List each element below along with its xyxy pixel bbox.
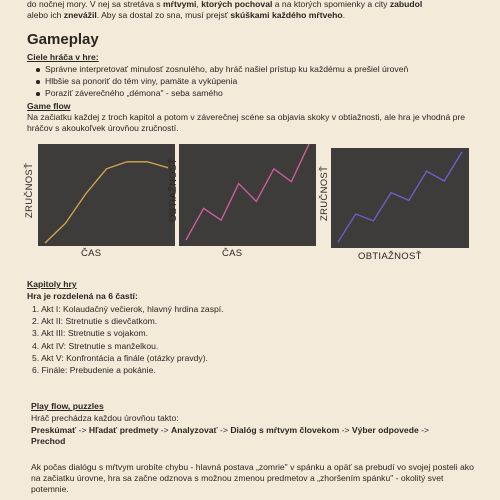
intro-paragraph: do nočnej mory. V nej sa stretáva s mŕtvymi, ktorých pochoval a na ktorých spomienky a city zabudol alebo ich znevážil. Aby sa dostal zo sna, musí prejsť skúškami každého mŕtveho. — [27, 0, 423, 20]
act-item: 1. Akt I: Kolaudačný večierok, hlavný hrdina zaspí. — [32, 304, 224, 314]
act-item: 5. Akt V: Konfrontácia a finále (otázky pravdy). — [32, 352, 208, 363]
section-title: Gameplay — [27, 31, 99, 48]
step: Výber odpovede — [351, 425, 419, 435]
play-flow-intro: Hráč prechádza každou úrovňou takto: — [31, 413, 179, 423]
play-flow-heading: Play flow, puzzles — [31, 401, 104, 411]
act-item: 2. Akt II: Stretnutie s dievčatkom. — [32, 316, 158, 327]
series-line — [186, 144, 309, 240]
x-axis-label: ČAS — [222, 248, 243, 259]
game-flow-heading: Game flow — [27, 101, 71, 111]
x-axis-label: ČAS — [81, 248, 102, 259]
chart-2-svg — [179, 144, 316, 246]
x-axis-label: OBTIAŽNOSŤ — [358, 251, 422, 262]
play-flow-steps: Preskúmať -> Hľadať predmety -> Analyzovať -> Dialóg s mŕtvym človekom -> Výber odpovede -> Prechod — [31, 425, 430, 446]
step: Dialóg s mŕtvym človekom — [230, 425, 340, 435]
parts-heading: Hra je rozdelená na 6 častí: — [27, 291, 138, 301]
play-flow-text: Ak počas dialógu s mŕtvym urobíte chybu - hlavná postava „zomrie" v spánku a opäť sa prebudí vo svojej posteli ako na začiatku úrovne, hra sa začne odznova s možnou zmenou predmetov a „zhoršením spánku" - okolitý svet potemnie. — [31, 462, 474, 494]
goals-heading: Ciele hráča v hre: — [27, 52, 99, 62]
chart-3-svg — [331, 148, 469, 248]
step: Preskúmať — [31, 425, 77, 435]
series-line — [338, 152, 462, 242]
act-item: 4. Akt IV: Stretnutie s manželkou. — [32, 340, 159, 351]
goal-item: Poraziť záverečného „démona" - seba samého — [39, 88, 408, 99]
series-line — [45, 162, 168, 243]
step: Analyzovať — [171, 425, 218, 435]
step: Hľadať predmety — [88, 425, 159, 435]
step: Prechod — [31, 436, 66, 446]
chapters-heading: Kapitoly hry — [27, 279, 77, 289]
y-axis-label: ZRUČNOSŤ — [24, 162, 35, 218]
goal-item: Hlbšie sa ponoriť do tém viny, pamäte a vykúpenia — [39, 76, 408, 87]
acts-list — [32, 304, 224, 377]
game-flow-text: Na začiatku každej z troch kapitol a potom v záverečnej scéne sa objavia skoky v obtiažnosti, ale hra je vhodná pre hráčov s akoukoľvek úrovňou zručností. — [27, 112, 466, 133]
goal-item: Správne interpretovať minulosť zosnulého, aby hráč našiel prístup ku každému a prešiel úroveň — [39, 64, 408, 75]
act-item: 6. Finále: Prebudenie a pokánie. — [32, 364, 156, 375]
y-axis-label: OBTIAŽNOSŤ — [168, 158, 179, 222]
goals-list — [39, 64, 408, 100]
y-axis-label: ZRUČNOSŤ — [319, 165, 330, 221]
act-item: 3. Akt III: Stretnutie s vojakom. — [32, 328, 149, 339]
chart-1-svg — [38, 144, 175, 246]
